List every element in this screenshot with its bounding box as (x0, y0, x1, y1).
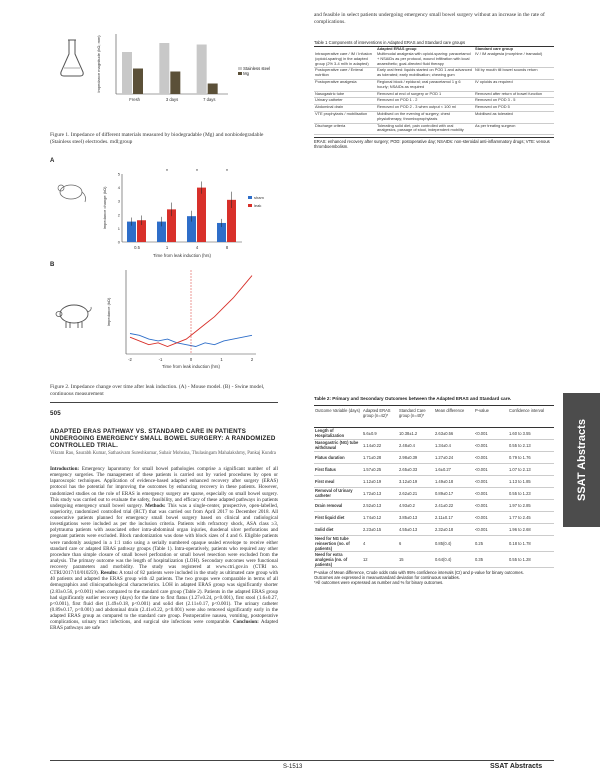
table2-cell: <0.001 (474, 523, 508, 535)
table1-cell: Removed on POD 3 - 5 (474, 98, 554, 105)
fig1-caption: Figure 1. Impedance of different materials measured by biodegradable (Mg) and nonbiodegradable (Stainless steel) electrodes. mdl;group (50, 132, 264, 145)
table2-header-cell: P-value (474, 405, 508, 427)
table2-cell: 1.60 to 3.55 (508, 427, 554, 439)
table2-cell: 0.55 to 2.13 (508, 439, 554, 451)
fig1-y-label: Impedance magnitude (kΩ; mm) (96, 35, 101, 93)
table1-cell: Multimodal analgesia with opioid-sparing: paracetamol + NSAIDs as per protocol, wound infiltration with local anaesthetic; goal-directed fluid therapy (376, 52, 474, 68)
fig1-bar (122, 52, 132, 94)
table2-cell: <0.001 (474, 451, 508, 463)
footer-journal: SSAT Abstracts (490, 763, 543, 770)
table2-cell: 2.62±0.21 (398, 487, 434, 499)
table2-cell: <0.001 (474, 487, 508, 499)
table2-cell: First liquid diet (314, 511, 362, 523)
table2-cell: Need for NG tube reinsertion (no. of patients) (314, 535, 362, 551)
methods-label: Methods: (145, 502, 166, 509)
fig2a-x-label: Time from leak induction (hrs) (153, 253, 211, 258)
table1-cell: Mobilised as tolerated (474, 111, 554, 123)
table1-row (314, 68, 554, 80)
table2-row (314, 439, 554, 451)
table2-cell: <0.001 (474, 427, 508, 439)
table2-row (314, 551, 554, 567)
table1-cell: IV / IM analgesia (morphine / tramadol) (474, 52, 554, 68)
methods-text: This was a single-center, prospective, open-labelled, superiority, randomized controlled trial (RCT) that was carried out from April 2017 to December 2018. All consecutive patients planned for emergency small bowel surgery based on clinical and radiological investigations were included as per the inclusion criteria. Patients with refractory shock, ASA class ≥3, polytrauma patients with associated other intra-abdominal organ injuries, duodenal ulcer perforations and pregnant patients were excluded. Block randomization was done with block sizes of 4 and 6. Eligible patients were randomly assigned in a 1:1 ratio using a serially numbered opaque sealed envelope to receive either standard care or adapted ERAS pathway groups (Table 1). Intra-operatively, patients who required any other procedure than simple closure of small bowel perforation or small bowel resection were excluded from the analysis. The primary outcome was the length of hospitalization (LOH). Secondary outcomes were functional recovery parameters and morbidity. The study was registered at www.ctri.gov.in (CTRI no. CTRI/2017/10/010259). (50, 502, 279, 577)
table2-cell: 2.11±0.17 (434, 511, 474, 523)
table2-cell: <0.001 (474, 463, 508, 475)
mouse-icon (56, 178, 88, 204)
table2-cell: 5.6±0.9 (362, 427, 398, 439)
table1-cell: Regional block / epidural; oral paracetamol 1 g 6 hourly; NSAIDs as required (376, 79, 474, 91)
fig1-legend-label: Stainless steel (243, 66, 271, 71)
table2-cell: 0.64(0.4) (434, 551, 474, 567)
table2-cell: 1.74±0.12 (362, 511, 398, 523)
abstract-number: 505 (50, 410, 61, 417)
table1-footnote: ERAS: enhanced recovery after surgery; POD: postoperative day; NSAIDs: non-steroidal anti-inflammatory drugs; VTE: venous thromboembolism. (314, 137, 554, 149)
fig1-bar (133, 69, 143, 95)
table1 (314, 40, 554, 150)
table1-cell: Nasogastric tube (314, 91, 376, 98)
fig1-legend-label: Mg (243, 71, 249, 77)
fig2a-x-tick: 8 (225, 245, 229, 250)
fig1-x-tick: 3 days (165, 97, 179, 102)
table2-header-row (314, 405, 554, 427)
fig1-bar (208, 84, 218, 95)
table1-cell: Removed on POD 1 - 2 (376, 98, 474, 105)
table2-cell: 0.35 (474, 551, 508, 567)
table2-title: Table 2: Primary and Secondary Outcomes between the Adapted ERAS and Standard care. (314, 396, 512, 401)
fig2a-significance-star: * (226, 169, 228, 175)
table2-row (314, 523, 554, 535)
fig2b-x-tick: -1 (158, 357, 163, 362)
table1-cell: Early oral feed: liquids started on POD 1 and advanced as tolerated; early mobilisation; chewing gum (376, 68, 474, 80)
table1-row (314, 91, 554, 98)
table2-footnote: *All outcomes were expressed as number and % for binary outcomes. (314, 580, 444, 585)
table2-cell: 1.13 to 1.85 (508, 475, 554, 487)
table2-cell: First meal (314, 475, 362, 487)
table2-cell: 1.77 to 2.45 (508, 511, 554, 523)
abstract-authors: Vikram Rao, Saurabh Kumar, Sathasivam Sureshkumar, Subair Mohsina, Thulasingam Mahalakshmy, Pankaj Kundra (50, 451, 276, 456)
fig2b-x-label: Time from leak induction (hrs) (162, 364, 220, 369)
fig2a-y-tick: 2 (117, 212, 120, 218)
pig-icon (54, 300, 94, 330)
fig2b-label: B (50, 262, 55, 268)
table1-cell: Tolerating solid diet, pain controlled with oral analgesics, passage of stool, independent mobility (376, 123, 474, 135)
fig1-bar (170, 72, 180, 95)
table2-cell: Nasogastric (NG) tube withdrawal (314, 439, 362, 451)
fig2a-y-label: Impedance change (kΩ) (102, 186, 107, 230)
table2-row (314, 499, 554, 511)
table2-cell: 15 (398, 551, 434, 567)
table1-cell: Removed on POD 2 - 3 when output < 100 ml (376, 105, 474, 112)
table2 (314, 396, 554, 585)
fig1-x-tick: 7 days (203, 97, 216, 102)
fig1-legend (238, 66, 272, 76)
fig2b-x-tick: 1 (220, 357, 223, 362)
section-sidebar-tab (563, 393, 600, 527)
table2-cell: 2.23±0.15 (362, 523, 398, 535)
table2-cell: 0.55 to 1.23 (508, 487, 554, 499)
results-label: Results: (100, 570, 118, 577)
figure-1 (50, 28, 270, 128)
table2-cell: 2.65±0.33 (398, 463, 434, 475)
table2-cell: 0.79 to 1.76 (508, 451, 554, 463)
table2-cell: 4 (362, 535, 398, 551)
table2-cell: Drain removal (314, 499, 362, 511)
table2-cell: 0.25 (474, 535, 508, 551)
table1-cell: Nil by mouth till bowel sounds return (474, 68, 554, 80)
table1-row (314, 79, 554, 91)
table2-cell: 1.57±0.25 (362, 463, 398, 475)
table2-cell: Solid diet (314, 523, 362, 535)
table2-header-cell: Standard Care group (n=40)* (398, 405, 434, 427)
abstract-body (50, 466, 278, 631)
table1-row (314, 52, 554, 68)
fig2b-y-label: Impedance (kΩ) (106, 297, 111, 327)
fig2b-x-tick: -2 (128, 357, 132, 362)
table2-cell: 1.07 to 2.13 (508, 463, 554, 475)
table1-row (314, 111, 554, 123)
table2-cell: 0.89±0.17 (434, 487, 474, 499)
fig2b-line-chart (100, 262, 270, 370)
fig2a-label: A (50, 158, 55, 164)
fig1-bar (197, 45, 207, 95)
fig1-legend-item (238, 71, 272, 76)
table2-footnote: Outcomes are expressed in mean±standard deviation for continuous variables. (314, 574, 460, 580)
table2-cell: 10.38±1.2 (398, 427, 434, 439)
fig2a-y-tick: 4 (117, 185, 120, 191)
table2-cell: First flatus (314, 463, 362, 475)
table2-cell: 12 (362, 551, 398, 567)
table2-cell: 2.48±0.4 (398, 439, 434, 451)
fig2a-legend-label: leak (254, 203, 262, 208)
fig2b-x-tick: 0 (189, 357, 193, 362)
table2-cell: <0.001 (474, 439, 508, 451)
table2-cell: 1.6±0.27 (434, 463, 474, 475)
results-text: A total of 82 patients were included in the study as ultimated care group with 40 patients and adapted the ERAS group with 42 patients. The two groups were comparable in terms of all demographics and clinicopathological characteristics. LOH in adapted ERAS group was significantly shorter (2.83±0.56, p<0.001) when compared to the standard care group (Table 2). Patients in the adapted ERAS group had significantly earlier recovery (days) for the time to first flatus (1.27±0.24, p<0.001), first stool (1.6±0.27, p<0.001), first fluid diet (1.49±0.18, p<0.001) and solid diet (2.11±0.17, p<0.001). The urinary catheter (0.89±0.17, p<0.001) and abdominal drain (2.41±0.22, p<0.001) were also removed significantly early in the adapted ERAS group as compared to the standard care group. Postoperative nausea, vomiting, postoperative complications, urinary tract infections, and surgical site infections were comparable. (50, 570, 279, 626)
footer-rule (50, 760, 554, 761)
fig1-bar (159, 43, 169, 94)
table1-cell: Discharge criteria (314, 123, 376, 135)
fig2a-y-tick: 5 (117, 171, 120, 177)
table1-cell: Postoperative analgesia (314, 79, 376, 91)
fig2a-legend-swatch (248, 204, 252, 207)
section-divider (50, 402, 278, 403)
table1-row (314, 123, 554, 135)
table2-footnotes (314, 570, 554, 586)
conclusion-text: Adapted ERAS pathways are safe (50, 619, 279, 632)
fig2a-significance-star: * (196, 169, 198, 175)
table1-cell: Abdominal drain (314, 105, 376, 112)
table2-footnote: P-value of Mean difference, Crude odds ratio with 95% confidence intervals (CI) and p-value for binary outcomes. (314, 569, 524, 575)
table1-cell: Removed on POD 5 (474, 105, 554, 112)
fig1-x-tick: Fresh (129, 97, 141, 102)
intro-label: Introduction: (50, 466, 80, 472)
table2-cell: 2.32±0.18 (434, 523, 474, 535)
table1-header-cell: Adapted ERAS group (377, 46, 417, 52)
table2-cell: 2.41±0.22 (434, 499, 474, 511)
table1-header-cell: Standard care group (475, 46, 514, 52)
table2-row (314, 475, 554, 487)
table2-cell: 1.34±0.4 (434, 439, 474, 451)
table1-cell: Mobilised on the evening of surgery; chest physiotherapy; thromboprophylaxis (376, 111, 474, 123)
table1-cell: As per treating surgeon (474, 123, 554, 135)
table2-cell: 2.98±0.39 (398, 451, 434, 463)
fig1-bar-chart (94, 28, 234, 110)
table2-cell: 4.93±0.2 (398, 499, 434, 511)
fig2a-x-tick: 0.5 (134, 245, 140, 250)
table1-cell: VTE prophylaxis / mobilisation (314, 111, 376, 123)
table2-header-cell: Mean difference (434, 405, 474, 427)
table2-header-cell: Confidence interval (508, 405, 554, 427)
table2-cell: Flatus duration (314, 451, 362, 463)
table2-cell: 1.72±0.13 (362, 487, 398, 499)
table2-row (314, 535, 554, 551)
table1-grid (314, 47, 554, 135)
table2-cell: 1.97 to 2.85 (508, 499, 554, 511)
table2-cell: <0.001 (474, 475, 508, 487)
table2-cell: <0.001 (474, 511, 508, 523)
table2-cell: 1.27±0.24 (434, 451, 474, 463)
table2-cell: 1.14±0.22 (362, 439, 398, 451)
table2-row (314, 451, 554, 463)
table2-cell: 4.55±0.13 (398, 523, 434, 535)
table2-grid (314, 405, 554, 568)
table1-cell: Urinary catheter (314, 98, 376, 105)
table1-cell: Intraoperative care / IM / Infusion (opioid-sparing) in the adapted group (2% 3-4 ml/h in adapted) (314, 52, 376, 68)
table2-header-cell: Adapted ERAS group (n=42)* (362, 405, 398, 427)
table2-row (314, 487, 554, 499)
fig2a-bar (197, 188, 206, 242)
flask-icon (58, 38, 86, 78)
table2-cell: 1.71±0.28 (362, 451, 398, 463)
table1-cell: Removed at end of surgery or POD 1 (376, 91, 474, 98)
table2-header-cell: Outcome Variable (days) (314, 405, 362, 427)
fig2a-y-tick: 3 (117, 198, 120, 204)
conclusion-label: Conclusion: (232, 619, 259, 626)
table2-cell: Length of Hospitalization (314, 427, 362, 439)
fig2a-legend-label: sham (254, 195, 264, 200)
fig2a-legend-swatch (248, 196, 252, 199)
intro-text: Emergency laparotomy for small bowel pathologies comprise a significant number of all emergency surgeries. The management of these patients is carried out by varied procedures by open or laparoscopic techniques. Application of evidence-based adapted enhanced recovery after surgery (ERAS) protocol has the potential for improving the outcomes by enhancing recovery in these patients. However, randomized studies on the role of ERAS in emergency surgery are sparse, especially on small bowel surgery. This study was carried out to evaluate the safety, feasibility, and efficacy of these adapted pathways in patients undergoing emergency small bowel surgery. (50, 466, 278, 509)
table2-cell: <0.001 (474, 499, 508, 511)
fig2-caption: Figure 2. Impedance change over time after leak induction. (A) - Mouse model. (B) - Swine model, continuous measurement (50, 384, 265, 397)
table2-row (314, 427, 554, 439)
table1-cell: Postoperative care / Enteral nutrition (314, 68, 376, 80)
table2-cell: 1.12±0.19 (362, 475, 398, 487)
table1-cell: Removed after return of bowel function (474, 91, 554, 98)
table2-cell: 6 (398, 535, 434, 551)
table2-cell: 3.12±0.19 (398, 475, 434, 487)
table2-cell: Need for extra analgesia (no. of patients) (314, 551, 362, 567)
table2-cell: Removal of Urinary catheter (314, 487, 362, 499)
abstract-title: ADAPTED ERAS PATHWAY VS. STANDARD CARE IN PATIENTS UNDERGOING EMERGENCY SMALL BOWEL SURGERY: A RANDOMIZED CONTROLLED TRIAL. (50, 428, 276, 450)
fig2a-y-tick: 0 (117, 239, 120, 245)
col2-top-text: and feasible in select patients undergoing emergency small bowel surgery without an increase in the rate of complications. (314, 12, 545, 25)
table2-cell: 2.52±0.13 (362, 499, 398, 511)
table2-cell: 0.55 to 1.28 (508, 551, 554, 567)
table2-row (314, 463, 554, 475)
table2-cell: 1.49±0.18 (434, 475, 474, 487)
table2-cell: 2.63±0.56 (434, 427, 474, 439)
table1-title: Table 1 Components of interventions in Adapted ERAS and Standard care groups (314, 40, 554, 47)
fig2b-x-tick: 2 (250, 357, 254, 362)
table2-cell: 3.85±0.13 (398, 511, 434, 523)
table2-cell: 0.85(0.4) (434, 535, 474, 551)
table2-cell: 1.96 to 2.68 (508, 523, 554, 535)
table2-row (314, 511, 554, 523)
table2-cell: 0.18 to 1.78 (508, 535, 554, 551)
footer-page-number: S-1513 (283, 764, 303, 770)
fig2a-bar-chart (100, 162, 270, 260)
table1-cell: IV opioids as required (474, 79, 554, 91)
fig2a-x-tick: 1 (165, 245, 169, 250)
fig2a-x-tick: 4 (195, 245, 199, 250)
fig2a-significance-star: * (166, 169, 168, 175)
sidebar-label: SSAT Abstracts (575, 419, 588, 501)
fig2a-y-tick: 1 (117, 225, 120, 231)
